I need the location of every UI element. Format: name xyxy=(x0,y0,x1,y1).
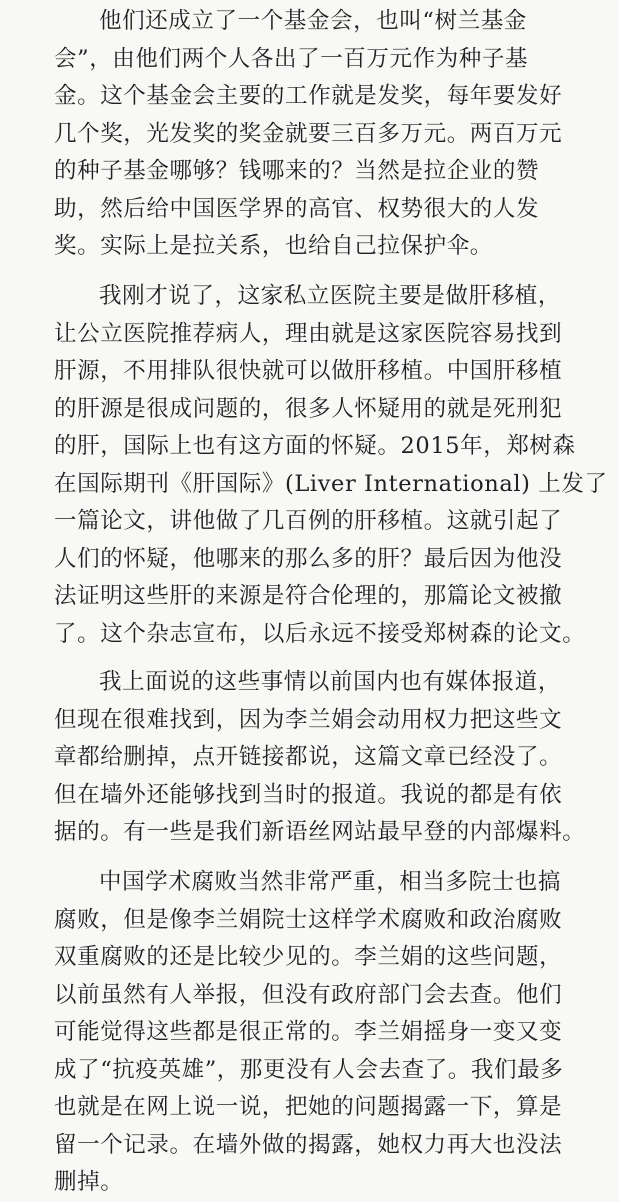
text-line: 留一个记录。在墙外做的揭露，她权力再大也没法 xyxy=(54,1131,563,1158)
text-line: 我刚才说了，这家私立医院主要是做肝移植， xyxy=(99,283,562,309)
text-line: 但在墙外还能够找到当时的报道。我说的都是有依 xyxy=(54,781,563,808)
text-line: 几个奖，光发奖的奖金就要三百多万元。两百万元 xyxy=(54,120,563,147)
text-line: 法证明这些肝的来源是符合伦理的，那篇论文被撤 xyxy=(54,583,563,609)
text-line: 以前虽然有人举报，但没有政府部门会去查。他们 xyxy=(54,981,563,1008)
text-line: 肝源，不用排队很快就可以做肝移植。中国肝移植 xyxy=(54,358,563,384)
text-line: 可能觉得这些都是很正常的。李兰娟摇身一变又变 xyxy=(54,1019,563,1045)
text-line: 助，然后给中国医学界的高官、权势很大的人发 xyxy=(54,195,540,222)
text-line: 章都给删掉，点开链接都说，这篇文章已经没了。 xyxy=(54,744,563,770)
text-line: 让公立医院推荐病人，理由就是这家医院容易找到 xyxy=(54,320,563,347)
text-line: 但现在很难找到，因为李兰娟会动用权力把这些文 xyxy=(54,706,563,733)
text-line: 删掉。 xyxy=(54,1169,124,1195)
text-line: 中国学术腐败当然非常严重，相当多院士也搞 xyxy=(99,869,562,895)
paragraph-1 xyxy=(54,3,594,266)
text-line: 了。这个杂志宣布，以后永远不接受郑树森的论文。 xyxy=(54,620,586,647)
text-line: 双重腐败的还是比较少见的。李兰娟的这些问题， xyxy=(54,944,563,970)
text-line: 一篇论文，讲他做了几百例的肝移植。这就引起了 xyxy=(54,508,563,534)
text-line: 成了“抗疫英雄”，那更没有人会去查了。我们最多 xyxy=(54,1056,564,1083)
text-line: 的种子基金哪够？钱哪来的？当然是拉企业的赞 xyxy=(54,158,540,184)
text-line: 在国际期刊《肝国际》(Liver International) 上发了 xyxy=(54,470,608,497)
text-line: 腐败，但是像李兰娟院士这样学术腐败和政治腐败 xyxy=(54,906,563,933)
text-line: 也就是在网上说一说，把她的问题揭露一下，算是 xyxy=(54,1094,563,1120)
text-line: 据的。有一些是我们新语丝网站最早登的内部爆料。 xyxy=(54,819,586,845)
text-line: 我上面说的这些事情以前国内也有媒体报道， xyxy=(99,669,562,695)
paragraph-3 xyxy=(54,664,594,852)
paragraph-2 xyxy=(54,278,608,653)
text-line: 奖。实际上是拉关系，也给自己拉保护伞。 xyxy=(54,233,493,259)
text-line: 人们的怀疑，他哪来的那么多的肝？最后因为他没 xyxy=(54,545,563,572)
text-line: 的肝源是很成问题的，很多人怀疑用的就是死刑犯 xyxy=(54,395,563,422)
paragraph-4 xyxy=(54,864,594,1202)
text-line: 会”，由他们两个人各出了一百万元作为种子基 xyxy=(54,45,529,72)
text-line: 金。这个基金会主要的工作就是发奖，每年要发好 xyxy=(54,83,563,109)
text-line: 的肝，国际上也有这方面的怀疑。2015年，郑树森 xyxy=(54,433,576,459)
text-line: 他们还成立了一个基金会，也叫“树兰基金 xyxy=(99,8,527,34)
